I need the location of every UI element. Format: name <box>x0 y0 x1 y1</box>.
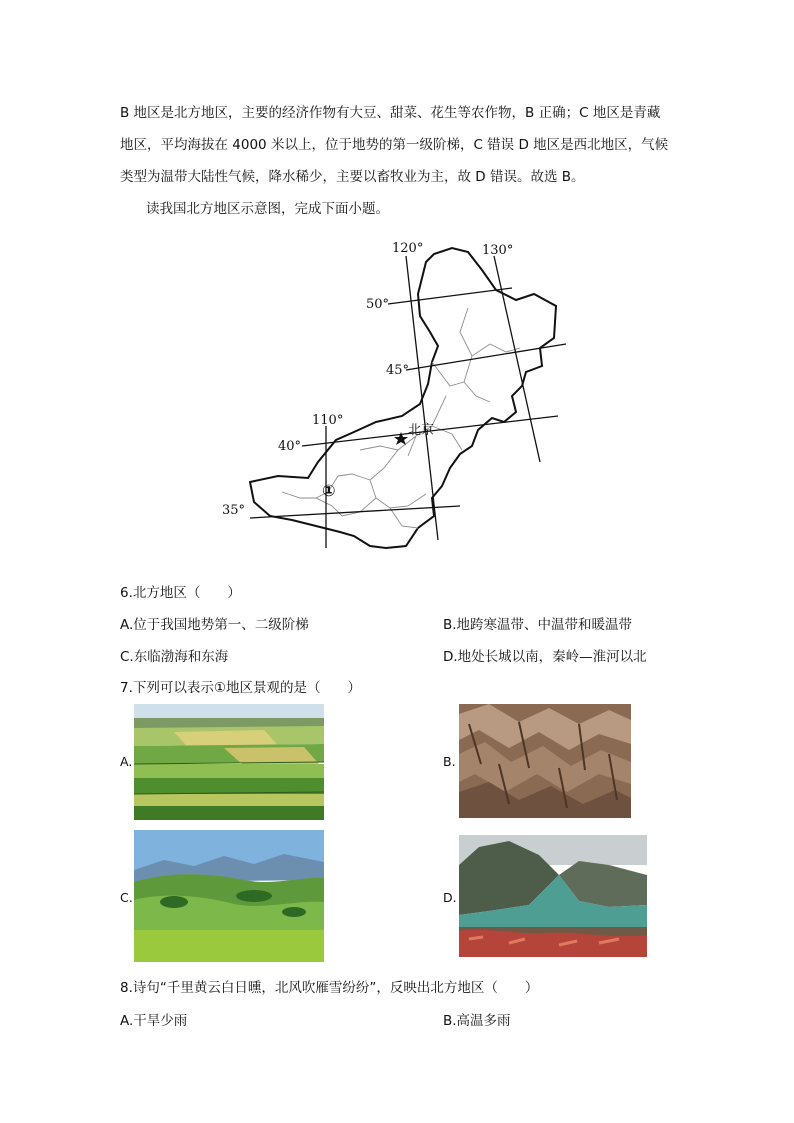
loess-gullies-image <box>459 704 631 818</box>
north-china-map <box>220 236 580 556</box>
explanation-line-2: 地区，平均海拔在 4000 米以上，位于地势的第一级阶梯，C 错误 D 地区是西北地区，气候 <box>120 137 669 153</box>
latitude-35 <box>250 506 460 518</box>
label-lat-50: 50° <box>366 297 390 312</box>
q6-option-b: B.地跨寒温带、中温带和暖温带 <box>443 617 633 633</box>
q7-stem: 7.下列可以表示①地区景观的是（ ） <box>120 680 361 696</box>
longitude-130 <box>494 256 540 462</box>
label-lon-120: 120° <box>392 241 424 256</box>
region-marker-1: ① <box>322 481 336 500</box>
explanation-line-3: 类型为温带大陆性气候，降水稀少，主要以畜牧业为主，故 D 错误。故选 B。 <box>120 169 585 185</box>
label-lat-35: 35° <box>222 503 246 518</box>
q8-option-a: A.干旱少雨 <box>120 1013 188 1029</box>
river-gorge-image <box>459 835 647 957</box>
q6-stem: 6.北方地区（ ） <box>120 585 241 601</box>
label-lat-40: 40° <box>278 439 302 454</box>
region-boundary <box>250 248 556 548</box>
q8-option-b: B.高温多雨 <box>443 1013 511 1029</box>
q6-option-a: A.位于我国地势第一、二级阶梯 <box>120 617 309 633</box>
latitude-50 <box>388 288 512 304</box>
q8-stem: 8.诗句“千里黄云白日曛，北风吹雁雪纷纷”，反映出北方地区（ ） <box>120 980 539 996</box>
q7-label-b: B. <box>443 754 456 769</box>
reading-prompt: 读我国北方地区示意图，完成下面小题。 <box>146 201 389 217</box>
label-beijing: 北京 <box>408 423 435 438</box>
q7-label-d: D. <box>443 890 457 905</box>
q6-option-d: D.地处长城以南，秦岭—淮河以北 <box>443 649 647 665</box>
label-lon-110: 110° <box>312 413 344 428</box>
explanation-line-1: B 地区是北方地区，主要的经济作物有大豆、甜菜、花生等农作物，B 正确；C 地区是青藏 <box>120 105 661 121</box>
q7-label-a: A. <box>120 754 133 769</box>
farmland-fields-image <box>134 704 324 820</box>
label-lon-130: 130° <box>482 243 514 258</box>
q6-option-c: C.东临渤海和东海 <box>120 649 229 665</box>
label-lat-45: 45° <box>386 363 410 378</box>
q7-label-c: C. <box>120 890 133 905</box>
green-hills-grassland-image <box>134 830 324 962</box>
